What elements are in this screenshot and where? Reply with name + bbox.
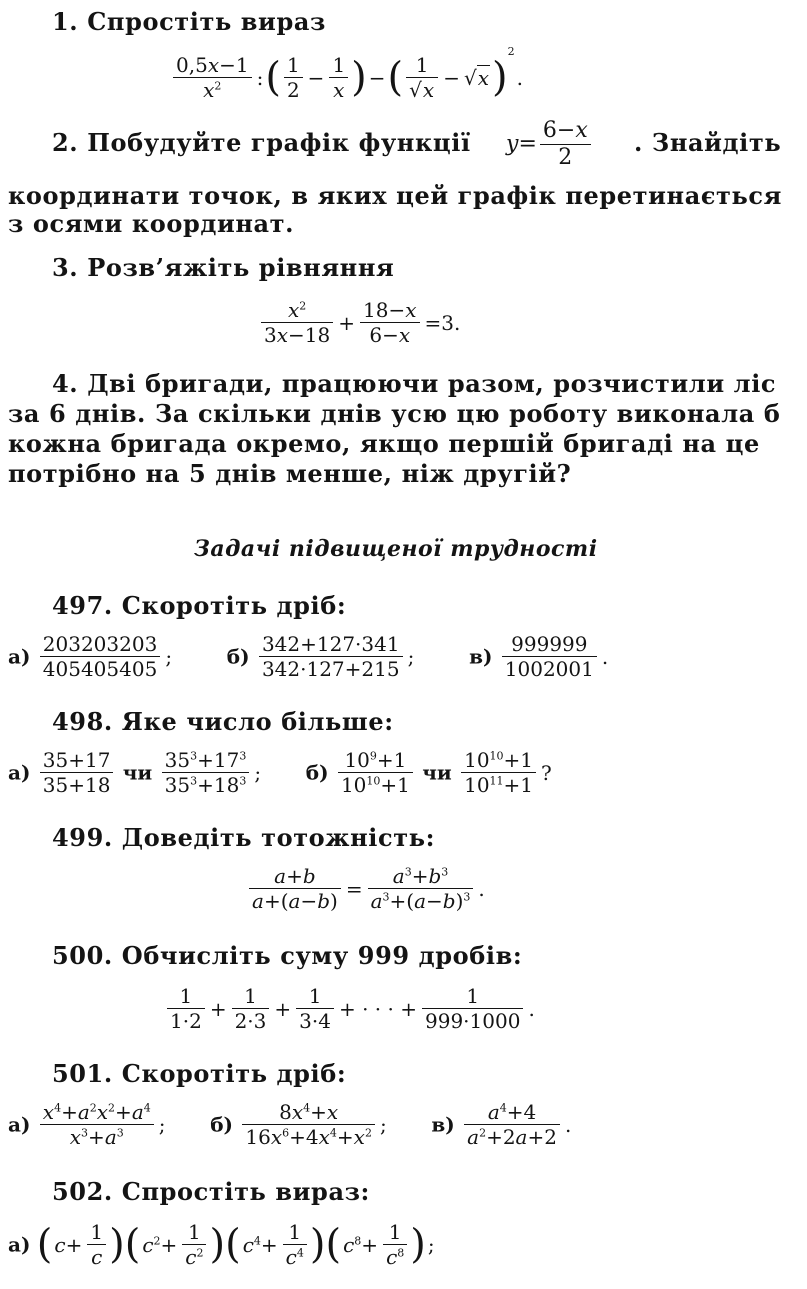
fraction-498a1-num: 35+17 <box>40 750 114 773</box>
word-chy: чи <box>422 760 452 785</box>
problem-1-title: 1. Спростіть вираз <box>52 7 326 36</box>
label-b: б) <box>210 1112 234 1137</box>
problem-500-title: 500. Обчисліть суму 999 дробів: <box>52 941 523 970</box>
fraction-497b-num: 342+127·341 <box>259 634 403 657</box>
fraction-500-last-den: 999·1000 <box>425 1009 521 1033</box>
problem-4-line-3: кожна бригада окремо, якщо першій бригаді на це <box>8 429 760 458</box>
word-chy: чи <box>122 760 153 785</box>
label-v: в) <box>431 1112 455 1137</box>
fraction-497v-num: 999999 <box>502 634 597 657</box>
problem-2-line-1 <box>52 128 471 157</box>
problem-498-comparisons: а) $\frac{35+17}{35+18}$ чи $\frac{35^3+17^3}{35^3+18^3}$ ; б) $\frac{10^9+1}{10^{10}+1}$ чи $\frac{10^{10}+1}{10^{11}+1}$ ? <box>8 748 552 797</box>
label-a: а) <box>8 1112 31 1137</box>
problem-501-fractions: а) $\frac{x^4+a^2x^2+a^4}{x^3+a^3}$ ; б) $\frac{8x^4+x}{16x^6+4x^4+x^2}$ ; в) $\frac{a^4+4}{a^2+2a+2}$ . <box>8 1100 572 1149</box>
fraction-497v <box>502 634 597 679</box>
problem-502-expression: а) ( c+ $\frac{1}{c}$ )( $c^2+$ $\frac{1}{c^2}$ )( $c^4+$ $\frac{1}{c^4}$ )( $c^8+$ $\frac{1}{c^8}$ ) ; <box>8 1220 435 1269</box>
problem-2-line-2: координати точок, в яких цей графік перетинається <box>8 181 782 210</box>
fraction-497a-den: 405405405 <box>42 657 158 681</box>
problem-2-function: y= $\frac{6-x}{2}$ <box>506 120 594 169</box>
problem-502-title: 502. Спростіть вираз: <box>52 1177 370 1206</box>
problem-3-title: 3. Розв’яжіть рівняння <box>52 253 395 282</box>
label-b: б) <box>305 760 329 785</box>
label-a: а) <box>8 1232 31 1257</box>
problem-497-fractions: а) $\frac{203203203}{405405405}$ ; б) $\frac{342+127\cdot 341}{342\cdot 127+215}$ ; в) $\frac{999999}{1002001}$ . <box>8 632 609 681</box>
problem-499-identity: $\frac{a+b}{a+(a-b)}$ = $\frac{a^3+b^3}{a^3+(a-b)^3}$ . <box>246 866 487 911</box>
fraction-497a-num: 203203203 <box>40 634 161 657</box>
problem-499-title: 499. Доведіть тотожність: <box>52 823 436 852</box>
label-a: а) <box>8 760 31 785</box>
fraction-498a1-den: 35+18 <box>42 773 111 797</box>
fraction-500-last <box>422 986 523 1031</box>
problem-501-title: 501. Скоротіть дріб: <box>52 1059 347 1088</box>
problem-3-equation: $\frac{x^2}{3x-18}$ + $\frac{18-x}{6-x}$ =3. <box>258 300 462 345</box>
problem-4-line-2: за 6 днів. За скільки днів усю цю роботу виконала б <box>8 399 781 428</box>
label-a: а) <box>8 644 31 669</box>
problem-2-line-3: з осями координат. <box>8 209 295 238</box>
label-b: б) <box>226 644 250 669</box>
fraction-500-last-num: 1 <box>422 986 523 1009</box>
problem-4-line-1: 4. Дві бригади, працюючи разом, розчистили ліс <box>52 369 777 398</box>
fraction-497a <box>40 634 161 679</box>
fraction-497v-den: 1002001 <box>504 657 594 681</box>
problem-497-title: 497. Скоротіть дріб: <box>52 591 347 620</box>
fraction-498a1 <box>40 750 114 795</box>
label-v: в) <box>469 644 493 669</box>
problem-1-expression: $\frac{0,5x-1}{x^2}$ :( $\frac{1}{2}$ − $\frac{1}{x}$ ) −( $\frac{1}{√x}$ − √x)$^2$. <box>170 46 525 100</box>
problem-4-line-4: потрібно на 5 днів менше, ніж другій? <box>8 459 572 488</box>
problem-2-text-a: 2. Побудуйте графік функції <box>52 128 471 157</box>
fraction-497b-den: 342·127+215 <box>261 657 400 681</box>
problem-500-sum: $\frac{1}{1\cdot 2}$ + $\frac{1}{2\cdot 3}$ + $\frac{1}{3\cdot 4}$ + · · · + $\frac{1}{999\cdot 1000}$ . <box>164 986 537 1031</box>
problem-2-text-b: . Знайдіть <box>634 128 782 157</box>
section-heading: Задачі підвищеної трудності <box>194 536 598 562</box>
problem-498-title: 498. Яке число більше: <box>52 707 394 736</box>
fraction-497b <box>259 634 403 679</box>
